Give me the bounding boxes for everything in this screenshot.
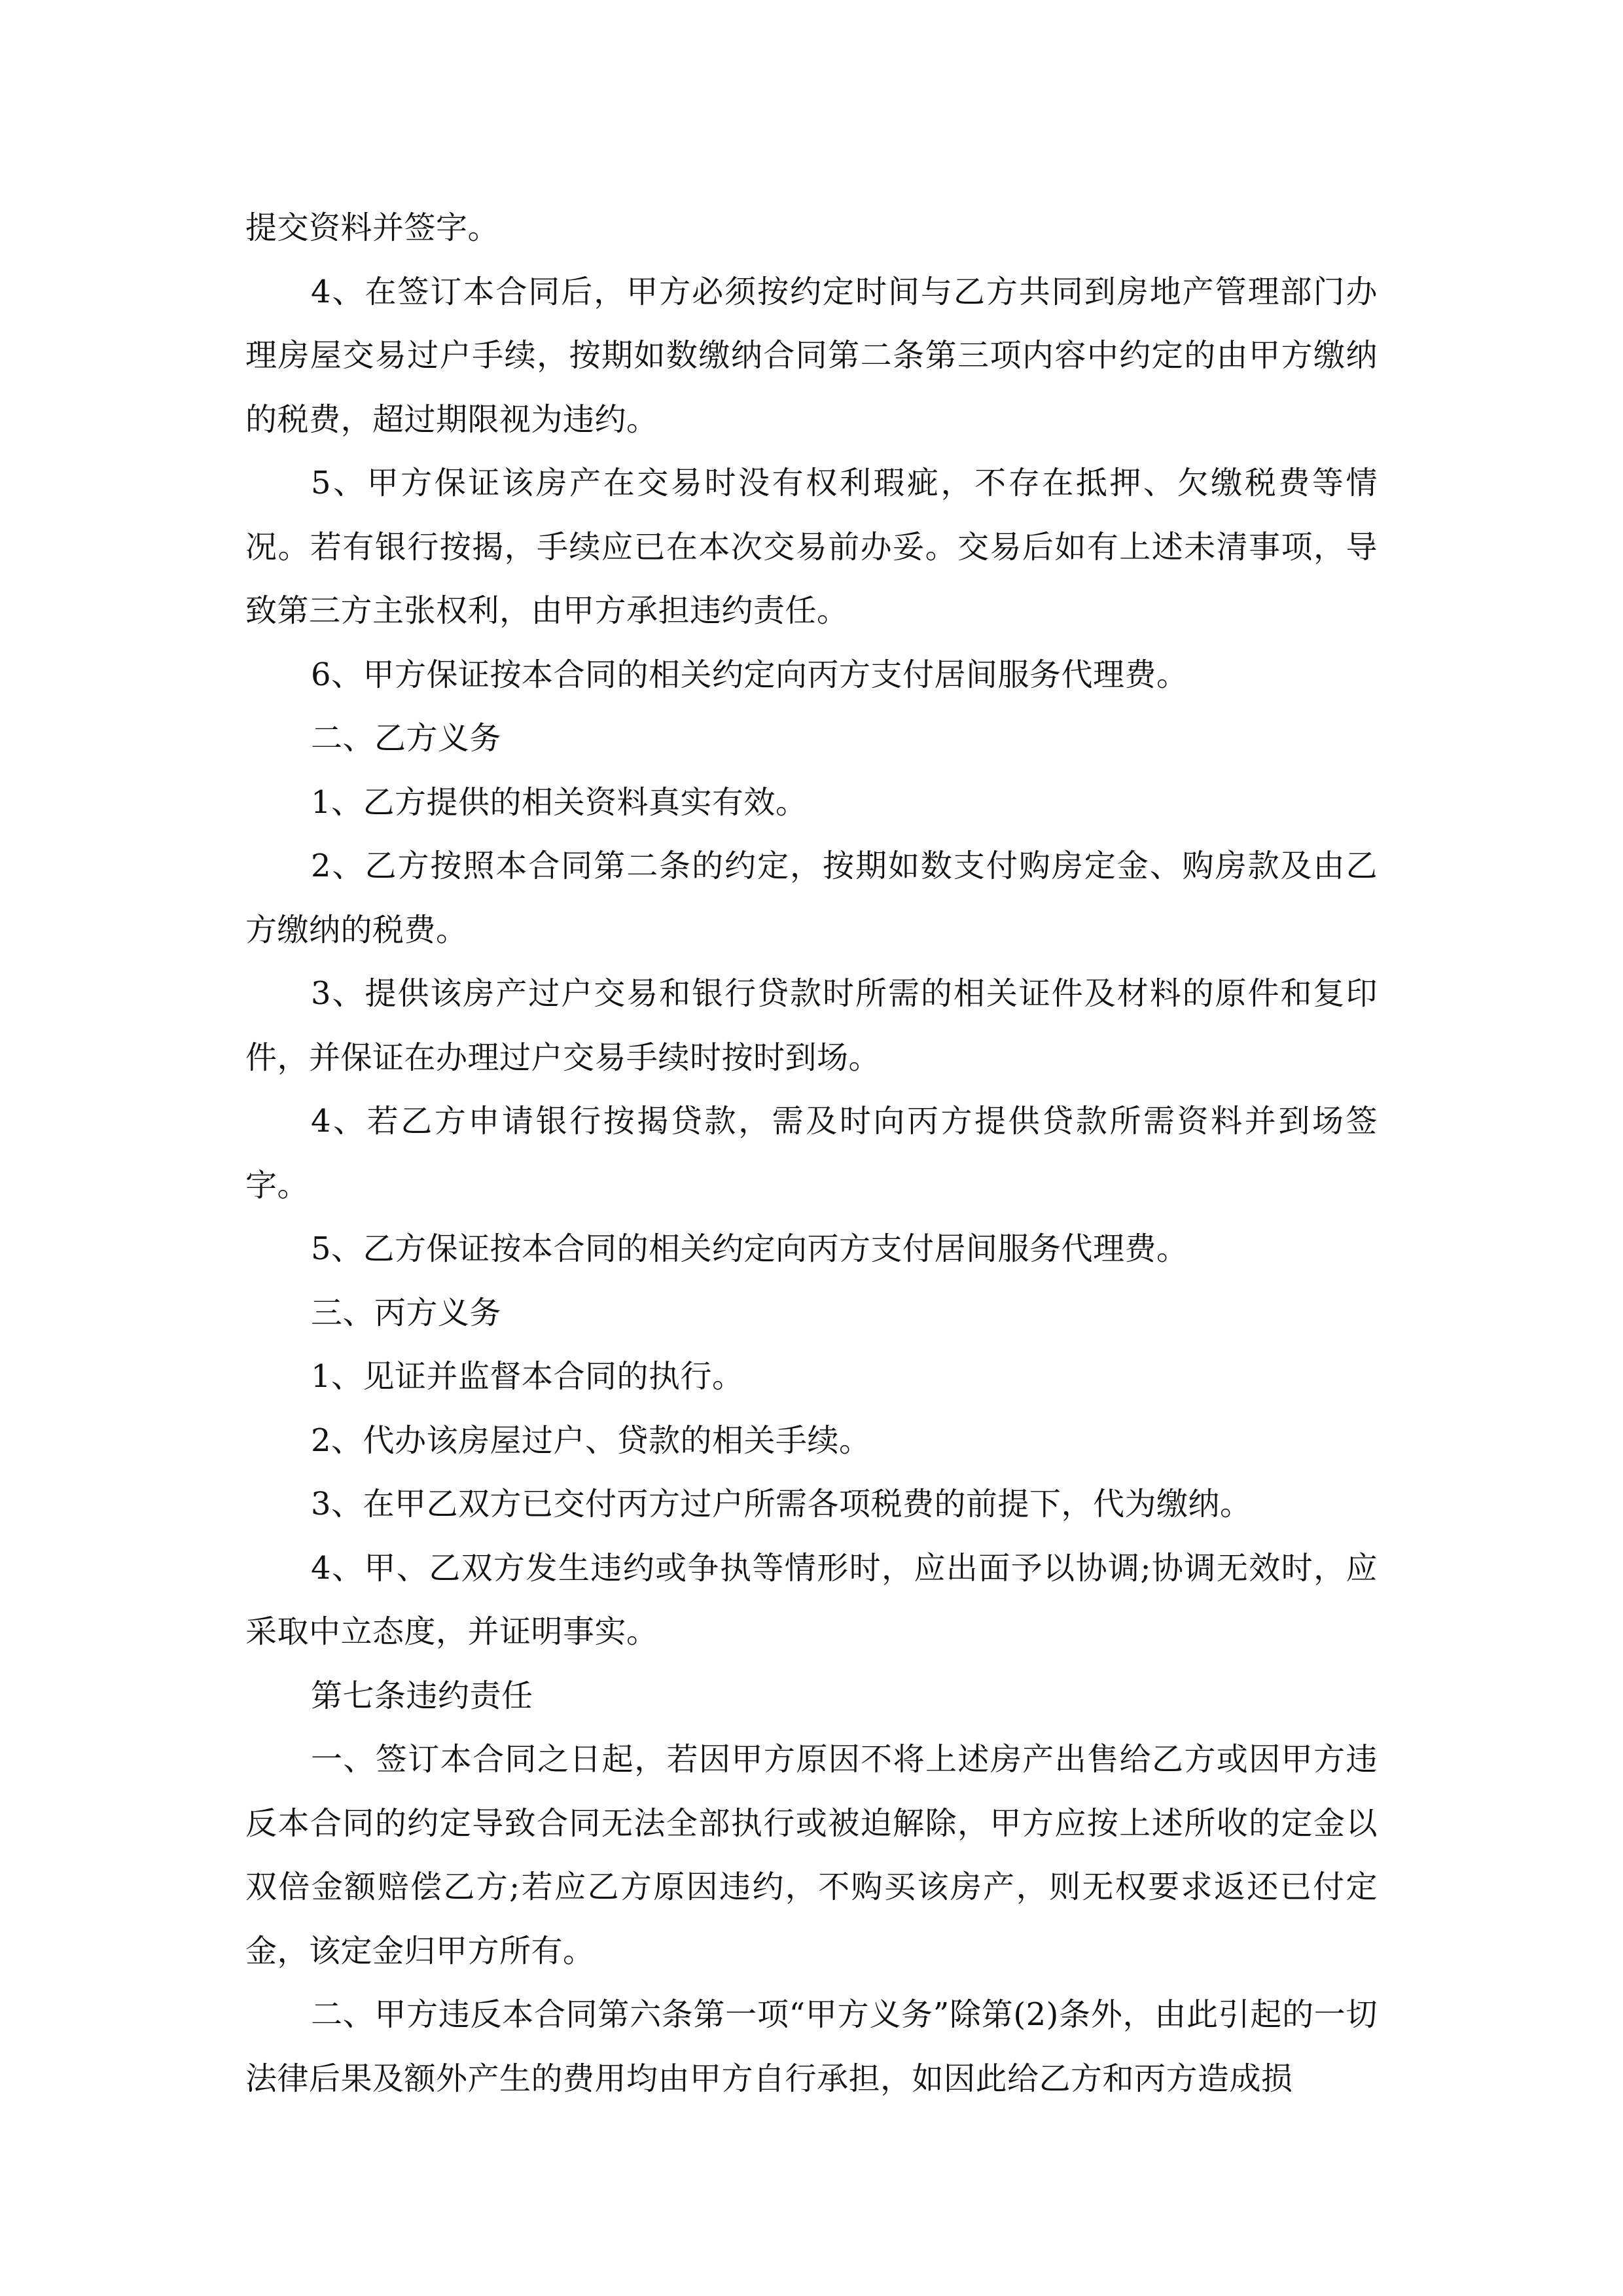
section-heading: 三、丙方义务 (311, 1294, 502, 1331)
paragraph: 4、若乙方申请银行按揭贷款，需及时向丙方提供贷款所需资料并到场签字。 (245, 1103, 1378, 1204)
paragraph: 1、见证并监督本合同的执行。 (311, 1358, 744, 1395)
paragraph: 4、甲、乙双方发生违约或争执等情形时，应出面予以协调;协调无效时，应采取中立态度，并证明事实。 (245, 1549, 1378, 1650)
paragraph: 一、签订本合同之日起，若因甲方原因不将上述房产出售给乙方或因甲方违反本合同的约定导致合同无法全部执行或被迫解除，甲方应按上述所收的定金以双倍金额赔偿乙方;若应乙方原因违约，不购买该房产，则无权要求返还已付定金，该定金归甲方所有。 (245, 1741, 1378, 1969)
paragraph: 6、甲方保证按本合同的相关约定向丙方支付居间服务代理费。 (311, 656, 1188, 693)
paragraph: 2、代办该房屋过户、贷款的相关手续。 (311, 1422, 871, 1459)
paragraph: 2、乙方按照本合同第二条的约定，按期如数支付购房定金、购房款及由乙方缴纳的税费。 (245, 848, 1378, 948)
paragraph: 5、甲方保证该房产在交易时没有权利瑕疵，不存在抵押、欠缴税费等情况。若有银行按揭，手续应已在本次交易前办妥。交易后如有上述未清事项，导致第三方主张权利，由甲方承担违约责任。 (245, 465, 1378, 629)
paragraph: 4、在签订本合同后，甲方必须按约定时间与乙方共同到房地产管理部门办理房屋交易过户手续，按期如数缴纳合同第二条第三项内容中约定的由甲方缴纳的税费，超过期限视为违约。 (245, 273, 1378, 438)
paragraph: 3、提供该房产过户交易和银行贷款时所需的相关证件及材料的原件和复印件，并保证在办理过户交易手续时按时到场。 (245, 975, 1378, 1076)
paragraph: 3、在甲乙双方已交付丙方过户所需各项税费的前提下，代为缴纳。 (311, 1486, 1252, 1522)
document-body (245, 196, 1378, 2111)
paragraph: 1、乙方提供的相关资料真实有效。 (311, 783, 808, 821)
section-heading: 二、乙方义务 (311, 720, 502, 757)
paragraph: 提交资料并签字。 (245, 209, 500, 246)
paragraph: 5、乙方保证按本合同的相关约定向丙方支付居间服务代理费。 (311, 1230, 1188, 1267)
paragraph: 二、甲方违反本合同第六条第一项“甲方义务”除第(2)条外，由此引起的一切法律后果及额外产生的费用均由甲方自行承担，如因此给乙方和丙方造成损 (245, 1996, 1378, 2097)
article-heading: 第七条违约责任 (311, 1677, 533, 1714)
